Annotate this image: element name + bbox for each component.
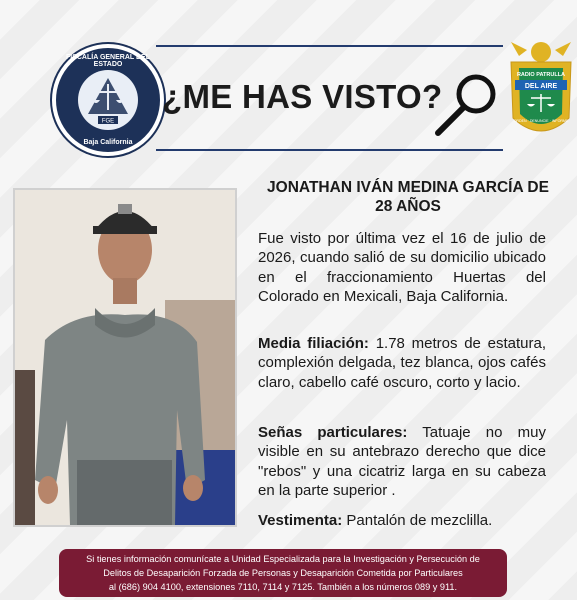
person-age: 28 AÑOS	[375, 198, 441, 215]
filiation-text: 1.78 metros de estatura, complexión delgada, tez blanca, ojos cafés claro, cabello café oscuro, corto y lacio.	[258, 335, 547, 391]
magnifying-glass-icon	[432, 70, 502, 140]
signs-label: Señas particulares:	[258, 424, 408, 441]
person-name	[253, 178, 563, 216]
badge-bottom-text: ORDEN · DENUNCIE · INFORME	[513, 119, 569, 123]
seal-inner	[78, 70, 138, 130]
header-divider-bottom	[156, 149, 503, 151]
page-title: ¿ME HAS VISTO?	[162, 78, 443, 115]
seal-bottom-text: Baja California	[83, 139, 133, 146]
radio-patrulla-badge-logo	[505, 38, 577, 148]
footer-line1: Si tienes información comunícate a Unidad Especializada para la Investigación y Persecución de	[86, 554, 480, 564]
filiation-paragraph	[258, 334, 546, 392]
justice-scale-icon	[78, 70, 138, 130]
person-photo-illustration	[15, 190, 235, 525]
header-divider-top	[156, 45, 503, 47]
fge-seal-logo	[52, 44, 164, 156]
clothing-paragraph	[258, 511, 546, 530]
last-seen-paragraph: Fue visto por última vez el 16 de julio de 2026, cuando salió de su domicilio ubicado en el fraccionamiento Huertas del Colorado en Mexicali, Baja California.	[258, 230, 546, 306]
signs-paragraph	[258, 423, 546, 501]
seal-center-text: FGE	[101, 118, 115, 125]
filiation-label: Media filiación:	[258, 335, 369, 352]
footer-line3: al (686) 904 4100, extensiones 7110, 7114 y 7125. También a los números 089 y 911.	[108, 582, 458, 592]
badge-ribbon-text: DEL AIRE	[524, 83, 558, 90]
signs-text: Tatuaje no muy visible en su antebrazo derecho que dice "rebos" y una cicatriz larga en su cabeza en la parte superior .	[258, 424, 546, 500]
person-name-line1: JONATHAN IVÁN MEDINA GARCÍA DE	[267, 179, 549, 196]
seal-top-text: FISCALÍA GENERAL DEL ESTADO	[65, 54, 150, 68]
clothing-text: Pantalón de mezclilla.	[346, 512, 493, 529]
badge-top-text: RADIO PATRULLA	[516, 72, 566, 78]
footer-line2: Delitos de Desaparición Forzada de Personas y Desaparición Cometida por Particulares	[103, 568, 463, 578]
contact-footer	[59, 549, 507, 597]
clothing-label: Vestimenta:	[258, 512, 343, 529]
missing-person-photo	[13, 188, 237, 527]
